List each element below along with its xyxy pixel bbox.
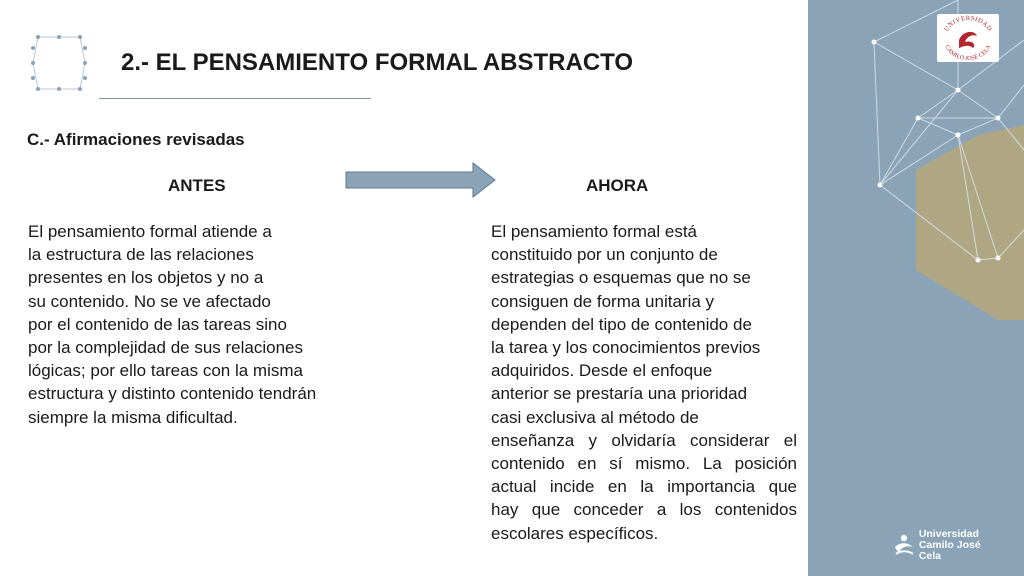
ahora-line: escolares específicos.	[491, 523, 659, 543]
antes-line: la estructura de las relaciones	[28, 245, 254, 265]
antes-line: El pensamiento formal atiende a	[28, 222, 272, 241]
ahora-line: adquiridos. Desde el enfoque	[491, 361, 713, 381]
ahora-line: El pensamiento formal está	[491, 222, 697, 241]
antes-line: siempre la misma dificultad.	[28, 407, 238, 427]
footer-logo-line2: Camilo José Cela	[918, 538, 981, 562]
antes-line: su contenido. No se ve afectado	[28, 291, 271, 311]
ahora-line: constituido por un conjunto de	[491, 245, 718, 265]
ahora-line: dependen del tipo de contenido de	[491, 314, 752, 334]
antes-line: lógicas; por ello tareas con la misma	[28, 361, 303, 381]
ahora-line: hay que conceder a los contenidos	[491, 500, 797, 520]
section-subtitle: C.- Afirmaciones revisadas	[27, 130, 245, 149]
ahora-line: estrategias o esquemas que no se	[491, 268, 751, 288]
ahora-line: anterior se prestaría una prioridad	[491, 384, 748, 404]
svg-text:CAMILO JOSÉ CELA: CAMILO JOSÉ CELA	[943, 44, 993, 62]
ahora-line: enseñanza y olvidaría considerar el	[491, 430, 797, 450]
ahora-line: casi exclusiva al método de	[491, 407, 699, 427]
footer-university-logo	[893, 527, 1005, 562]
antes-line: estructura y distinto contenido tendrán	[28, 384, 317, 404]
hexagon-decoration-icon	[30, 34, 88, 92]
title-underline	[99, 98, 371, 99]
ahora-line: actual incide en la importancia que	[491, 477, 797, 497]
antes-text	[28, 220, 316, 429]
ahora-line: consiguen de forma unitaria y	[491, 291, 715, 311]
antes-line: por el contenido de las tareas sino	[28, 314, 287, 334]
footer-logo-line1: Universidad	[918, 527, 979, 540]
antes-line: presentes en los objetos y no a	[28, 268, 264, 288]
ahora-line: la tarea y los conocimientos previos	[491, 338, 761, 358]
right-arrow-icon	[345, 161, 497, 199]
svg-text:UNIVERSIDAD: UNIVERSIDAD	[942, 14, 994, 33]
university-seal-logo	[937, 14, 999, 62]
ahora-text	[491, 220, 797, 429]
network-pattern-icon	[808, 0, 1024, 576]
ahora-heading: AHORA	[586, 176, 649, 195]
decorative-side-panel	[808, 0, 1024, 576]
page-title: 2.- EL PENSAMIENTO FORMAL ABSTRACTO	[121, 49, 634, 76]
seal-emblem-icon	[937, 14, 999, 62]
ahora-line: contenido en sí mismo. La posición	[491, 454, 797, 473]
ahora-text-justified	[491, 429, 797, 545]
antes-line: por la complejidad de sus relaciones	[28, 338, 303, 358]
antes-heading: ANTES	[168, 176, 226, 195]
university-mark-icon	[893, 533, 915, 557]
